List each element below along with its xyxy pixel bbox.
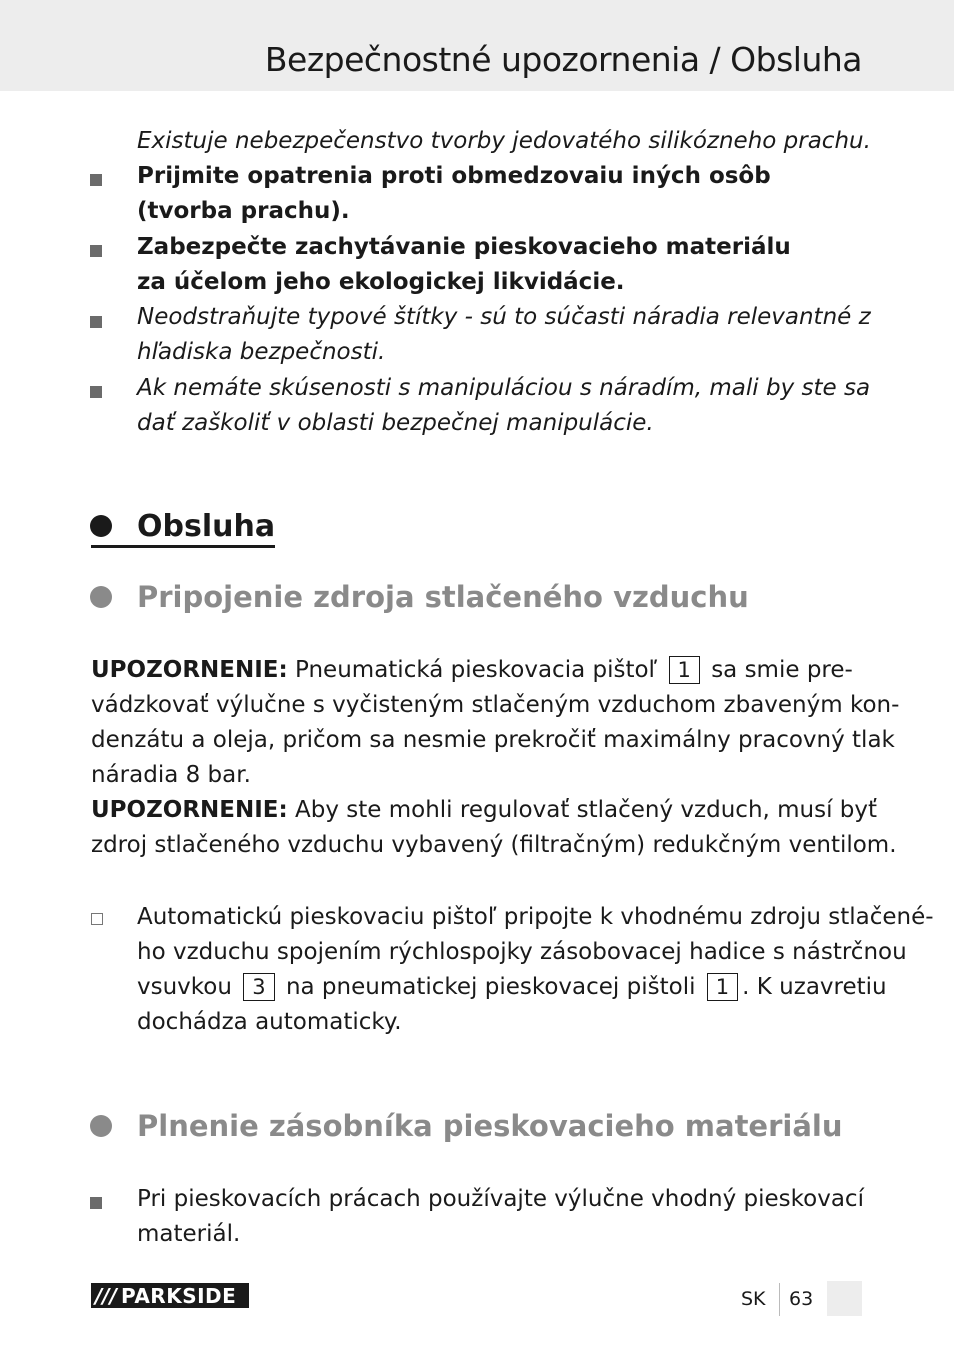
plnenie-line-2: materiál. [137,1221,241,1247]
bullet-1-line-2: (tvorba prachu). [137,198,350,224]
logo-text: PARKSIDE [121,1284,237,1308]
subsection-heading-pripojenie: Pripojenie zdroja stlačeného vzduchu [137,580,749,614]
bullet-square-icon [90,386,102,398]
page-title: Bezpečnostné upozornenia / Obsluha [264,40,862,79]
warning-1-line-1 [91,653,853,688]
logo-stripes: /// [95,1284,117,1308]
bullet-2-line-1: Zabezpečte zachytávanie pieskovacieho materiálu [137,234,791,260]
subsection-heading-plnenie: Plnenie zásobníka pieskovacieho materiálu [137,1109,843,1143]
step-line-3 [137,970,887,1005]
step-line-1: Automatickú pieskovaciu pištoľ pripojte k vhodnému zdroju stlačené- [137,904,934,930]
bullet-square-icon [90,174,102,186]
step-line-4: dochádza automaticky. [137,1009,402,1035]
reference-number-box: 3 [243,973,274,1001]
bullet-3-line-2: hľadiska bezpečnosti. [137,339,386,365]
warning-2-line-1 [91,793,877,828]
bullet-1-line-1: Prijmite opatrenia proti obmedzovaiu iných osôb [137,163,771,189]
plnenie-line-1: Pri pieskovacích prácach používajte výlučne vhodný pieskovací [137,1186,864,1212]
section-heading-obsluha: Obsluha [137,509,276,544]
warning-label: UPOZORNENIE: [91,797,288,823]
bullet-square-icon [90,245,102,257]
bullet-4-line-1: Ak nemáte skúsenosti s manipuláciou s náradím, mali by ste sa [137,375,871,401]
warning-1-line-2: vádzkovať výlučne s vyčisteným stlačeným vzduchom zbaveným kon- [91,692,900,718]
bullet-4-line-2: dať zaškoliť v oblasti bezpečnej manipulácie. [137,410,654,436]
warning-1-text-a: Pneumatická pieskovacia pištoľ [295,657,658,683]
step-text-c: . K uzavretiu [742,974,887,1000]
parkside-logo [91,1283,249,1308]
bullet-square-icon [90,316,102,328]
footer-divider [779,1283,780,1316]
bullet-square-icon [90,1197,102,1209]
reference-number-box: 1 [669,656,700,684]
bullet-2-line-2: za účelom jeho ekologickej likvidácie. [137,269,625,295]
reference-number-box: 1 [707,973,738,1001]
step-line-2: ho vzduchu spojením rýchlospojky zásobovacej hadice s nástrčnou [137,939,907,965]
page-number: 63 [789,1288,814,1310]
warning-2-text: Aby ste mohli regulovať stlačený vzduch, musí byť [295,797,878,823]
section-bullet-icon [90,515,112,537]
intro-line: Existuje nebezpečenstvo tvorby jedovatého silikózneho prachu. [137,128,871,154]
subsection-bullet-icon [90,1115,112,1137]
bullet-3-line-1: Neodstraňujte typové štítky - sú to súčasti náradia relevantné z [137,304,871,330]
warning-2-line-2: zdroj stlačeného vzduchu vybavený (filtračným) redukčným ventilom. [91,832,897,858]
subsection-bullet-icon [90,586,112,608]
warning-1-text-b: sa smie pre- [711,657,853,683]
warning-1-line-4: náradia 8 bar. [91,762,251,788]
warning-label: UPOZORNENIE: [91,657,288,683]
footer-tab-box [827,1281,862,1316]
heading-underline [91,545,275,548]
language-code: SK [741,1288,766,1310]
step-text-b: na pneumatickej pieskovacej pištoli [285,974,696,1000]
warning-1-line-3: denzátu a oleja, pričom sa nesmie prekročiť maximálny pracovný tlak [91,727,895,753]
step-checkbox-icon [91,913,103,925]
step-text-a: vsuvkou [137,974,232,1000]
